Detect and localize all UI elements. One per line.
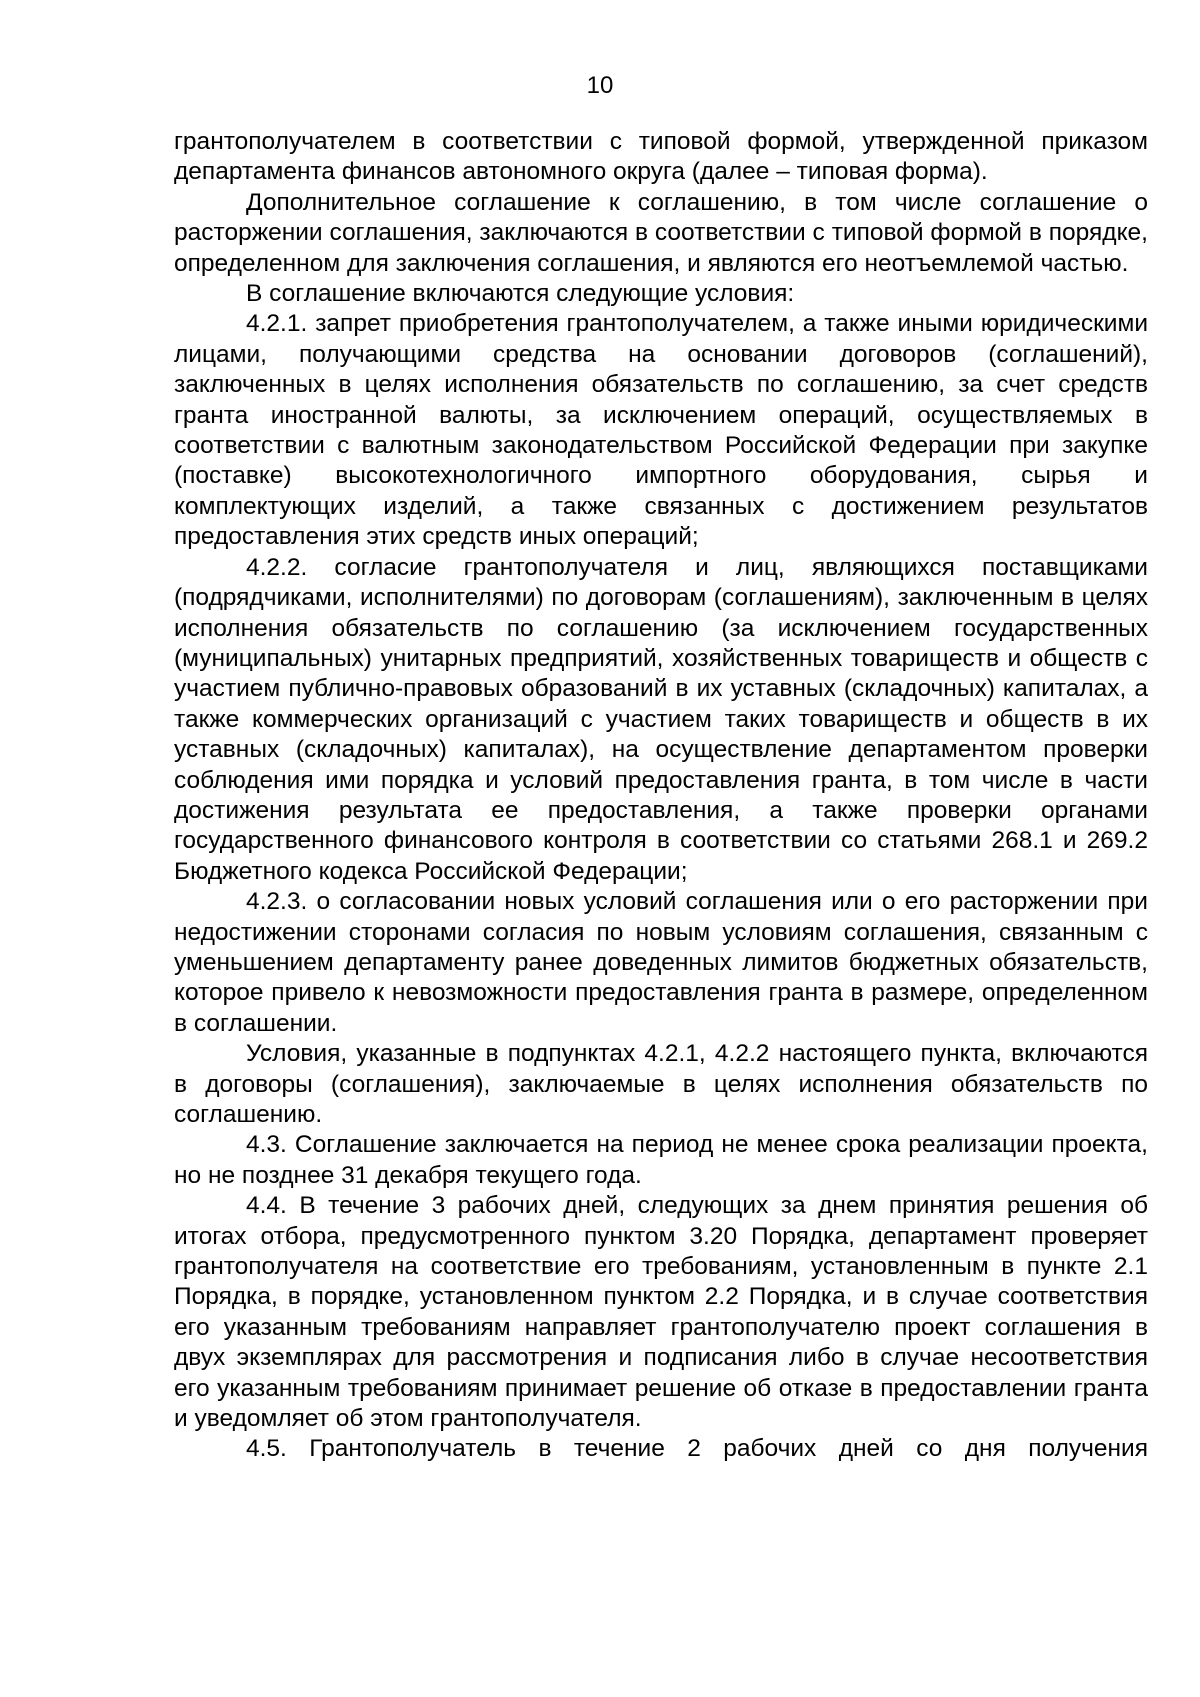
paragraph-conditions-note: Условия, указанные в подпунктах 4.2.1, 4.2.2 настоящего пункта, включаются в договоры (соглашения), заключаемые в целях исполнения обязательств по соглашению.	[174, 1040, 1148, 1128]
paragraph-clause-4-3: 4.3. Соглашение заключается на период не менее срока реализации проекта, но не позднее 31 декабря текущего года.	[174, 1131, 1148, 1189]
paragraph-continuation: грантополучателем в соответствии с типовой формой, утвержденной приказом департамента финансов автономного округа (далее – типовая форма).	[174, 128, 1148, 186]
paragraph-conditions-intro: В соглашение включаются следующие условия:	[246, 280, 795, 308]
paragraph-clause-4-2-1: 4.2.1. запрет приобретения грантополучателем, а также иными юридическими лицами, получающими средства на основании договоров (соглашений), заключенных в целях исполнения обязательств по соглашению, за счет средств гранта иностранной валюты, за исключением операций, осуществляемых в соответствии с валютным законодательством Российской Федерации при закупке (поставке) высокотехнологичного импортного оборудования, сырья и комплектующих изделий, а также связанных с достижением результатов предоставления этих средств иных операций;	[174, 310, 1148, 551]
paragraph-additional-agreement: Дополнительное соглашение к соглашению, в том числе соглашение о расторжении соглашения, заключаются в соответствии с типовой формой в порядке, определенном для заключения соглашения, и являются его неотъемлемой частью.	[174, 188, 1148, 277]
paragraph-clause-4-5: 4.5. Грантополучатель в течение 2 рабочих дней со дня получения	[246, 1435, 1148, 1463]
paragraph-clause-4-2-2: 4.2.2. согласие грантополучателя и лиц, являющихся поставщиками (подрядчиками, исполнителями) по договорам (соглашениям), заключенным в целях исполнения обязательств по соглашению (за исключением государственных (муниципальных) унитарных предприятий, хозяйственных товариществ и обществ с участием публично-правовых образований в их уставных (складочных) капиталах, а также коммерческих организаций с участием таких товариществ и обществ в их уставных (складочных) капиталах), на осуществление департаментом проверки соблюдения ими порядка и условий предоставления гранта, в том числе в части достижения результата ее предоставления, а также проверки органами государственного финансового контроля в соответствии со статьями 268.1 и 269.2 Бюджетного кодекса Российской Федерации;	[174, 553, 1148, 885]
paragraph-clause-4-2-3: 4.2.3. о согласовании новых условий соглашения или о его расторжении при недостижении сторонами согласия по новым условиям соглашения, связанным с уменьшением департаменту ранее доведенных лимитов бюджетных обязательств, которое привело к невозможности предоставления гранта в размере, определенном в соглашении.	[174, 888, 1148, 1037]
document-body	[174, 127, 1148, 1465]
paragraph-clause-4-4: 4.4. В течение 3 рабочих дней, следующих за днем принятия решения об итогах отбора, предусмотренного пунктом 3.20 Порядка, департамент проверяет грантополучателя на соответствие его требованиям, установленным в пункте 2.1 Порядка, в порядке, установленном пунктом 2.2 Порядка, и в случае соответствия его указанным требованиям направляет грантополучателю проект соглашения в двух экземплярах для рассмотрения и подписания либо в случае несоответствия его указанным требованиям принимает решение об отказе в предоставлении гранта и уведомляет об этом грантополучателя.	[174, 1192, 1148, 1433]
page-number: 10	[586, 72, 614, 99]
